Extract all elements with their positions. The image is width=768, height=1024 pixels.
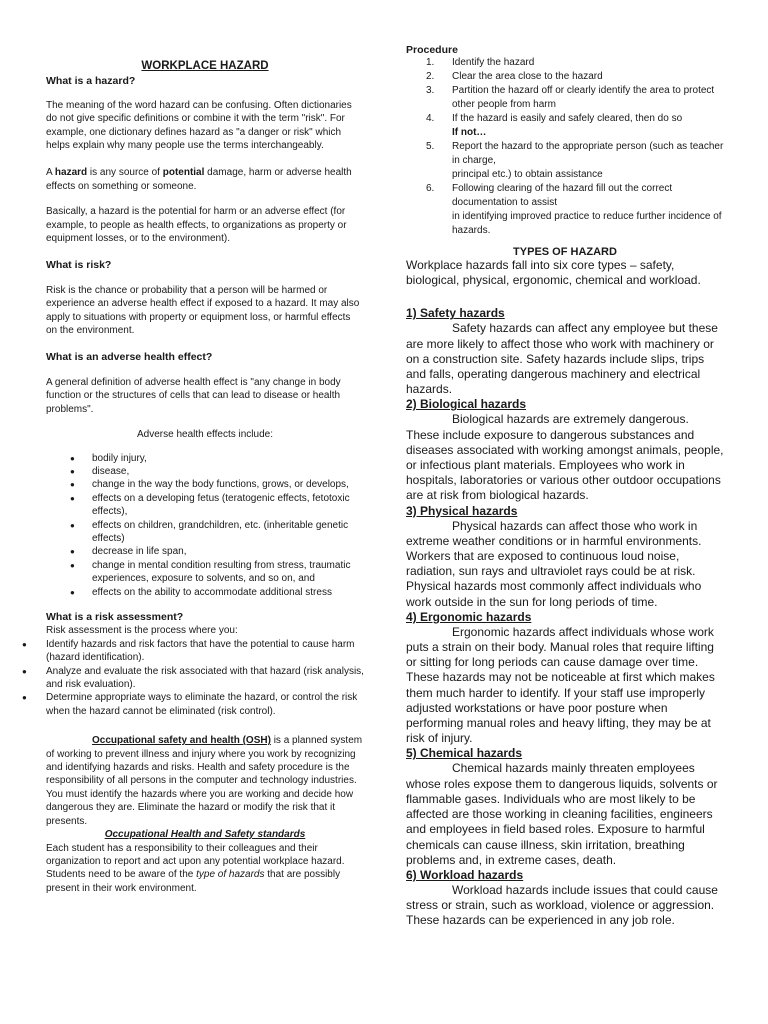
- step-text: Report the hazard to the appropriate person (such as teacher in charge,: [452, 141, 724, 166]
- question-what-is-hazard: What is a hazard?: [46, 75, 136, 88]
- adverse-effects-list: [46, 452, 364, 599]
- list-item: ● change in the way the body functions, grows, or develops,: [46, 478, 364, 491]
- risk-assessment-steps: [46, 638, 364, 718]
- procedure-step: [406, 112, 724, 126]
- step-number: 1.: [426, 57, 435, 68]
- type-of-hazards-term: type of hazards: [196, 869, 265, 881]
- adverse-definition-paragraph: A general definition of adverse health effect is "any change in body function or the structures of cells that can lead to disease or health problems".: [46, 376, 341, 415]
- page-title: WORKPLACE HAZARD: [141, 60, 269, 72]
- step6-continuation: in identifying improved practice to reduce further incidence of hazards.: [452, 211, 722, 236]
- hazard-term: hazard: [54, 167, 88, 179]
- hazard-description: Workload hazards include issues that could cause stress or strain, such as workload, violence or aggression. These hazards can be experienced in any job role.: [406, 882, 718, 928]
- question-what-is-risk: What is risk?: [46, 259, 112, 272]
- list-item: ● bodily injury,: [46, 452, 364, 465]
- step-number: 2.: [426, 71, 435, 82]
- step-number: 4.: [426, 113, 435, 124]
- hazard-sections: [406, 306, 724, 928]
- step-text: Following clearing of the hazard fill out the correct documentation to assist: [452, 183, 673, 208]
- if-not-label: If not…: [452, 127, 487, 138]
- hazard-description: Safety hazards can affect any employee but these are more likely to affect those who work with machinery or on a construction site. Safety hazards include slips, trips and falls, operating dangerous machinery and electrical hazards.: [406, 321, 718, 397]
- list-item: ● Identify hazards and risk factors that have the potential to cause harm (hazard identification).: [46, 638, 364, 665]
- procedure-step: [406, 182, 724, 210]
- step5-continuation: principal etc.) to obtain assistance: [452, 169, 603, 180]
- step-text: Identify the hazard: [452, 57, 535, 68]
- procedure-steps-continued: [406, 140, 724, 168]
- osh-paragraph: Occupational safety and health (OSH) is a planned system of working to prevent illness and injury where you work by recognizing and identifying hazards and risks. Health and safety procedure is the responsibility of all persons in the computer and technology industries. You must identify the hazards where you are working and decide how dangerous they are. Eliminate the hazard or modify the risk that it presents.: [46, 735, 363, 827]
- left-column: [46, 0, 364, 895]
- procedure-title: Procedure: [406, 44, 458, 56]
- step-number: 3.: [426, 85, 435, 96]
- hazard-definition-paragraph: A hazard is any source of potential damage, harm or adverse health effects on something or someone.: [46, 167, 352, 192]
- list-item: ● effects on the ability to accommodate additional stress: [46, 586, 364, 599]
- right-column: [406, 0, 724, 929]
- hazard-description: Biological hazards are extremely dangerous. These include exposure to dangerous substances and diseases associated with working amongst animals, people, or infectious plant materials. Employees who work in hospitals, laboratories or various other outdoor occupations are at risk from biological hazards.: [406, 412, 724, 503]
- osh-term: Occupational safety and health (OSH): [92, 735, 271, 747]
- question-risk-assessment: What is a risk assessment?: [46, 611, 184, 623]
- step-number: 6.: [426, 183, 435, 194]
- risk-paragraph: Risk is the chance or probability that a person will be harmed or experience an adverse health effect if exposed to a hazard. It may also apply to situations with property or equipment loss, or harmful effects on the environment.: [46, 284, 360, 337]
- step-text: Partition the hazard off or clearly identify the area to protect other people from harm: [452, 85, 715, 110]
- list-item: ● effects on children, grandchildren, etc. (inheritable genetic effects): [46, 519, 364, 546]
- hazard-heading: 4) Ergonomic hazards: [406, 609, 532, 624]
- list-item: ● effects on a developing fetus (teratogenic effects, fetotoxic effects),: [46, 492, 364, 519]
- procedure-step: [406, 70, 724, 84]
- risk-assessment-intro: Risk assessment is the process where you:: [46, 625, 238, 637]
- hazard-heading: 2) Biological hazards: [406, 397, 527, 412]
- hazard-heading: 3) Physical hazards: [406, 503, 518, 518]
- procedure-step: [406, 56, 724, 70]
- types-intro-paragraph: Workplace hazards fall into six core types – safety, biological, physical, ergonomic, chemical and workload.: [406, 258, 701, 288]
- question-adverse-health-effect: What is an adverse health effect?: [46, 350, 213, 363]
- student-responsibility-paragraph: Each student has a responsibility to their colleagues and their organization to report and act upon any potential workplace hazard. Students need to be aware of the type of hazards that are possibly present in their work environment.: [46, 842, 345, 894]
- step-number: 5.: [426, 141, 435, 152]
- hazard-heading: 1) Safety hazards: [406, 306, 505, 321]
- step-text: Clear the area close to the hazard: [452, 71, 603, 82]
- step-text: If the hazard is easily and safely cleared, then do so: [452, 113, 683, 124]
- procedure-step: [406, 140, 724, 168]
- procedure-step: [406, 84, 724, 112]
- hazard-heading: 5) Chemical hazards: [406, 746, 523, 761]
- effects-intro: Adverse health effects include:: [136, 429, 273, 441]
- hazard-meaning-paragraph: The meaning of the word hazard can be confusing. Often dictionaries do not give specific definitions or combine it with the term "risk". For example, one dictionary defines hazard as "a danger or risk" which helps explain why many people use the terms interchangeably.: [46, 99, 352, 152]
- types-of-hazard-title: TYPES OF HAZARD: [513, 246, 617, 258]
- hazard-description: Chemical hazards mainly threaten employees whose roles expose them to dangerous liquids, solvents or flammable gases. Individuals who are most likely to be affected are those working in cleaning facilities, engineers and employees in field based roles. Exposure to harmful chemicals can cause illness, skin irritation, breathing problems and, in extreme cases, death.: [406, 761, 718, 867]
- hazard-basically-paragraph: Basically, a hazard is the potential for harm or an adverse effect (for example, to people as health effects, to organizations as property or equipment losses, or to the environment).: [46, 206, 347, 245]
- list-item: ● change in mental condition resulting from stress, traumatic experiences, exposure to solvents, and so on, and: [46, 559, 364, 586]
- hazard-description: Ergonomic hazards affect individuals whose work puts a strain on their body. Manual roles that require lifting or sitting for long periods can cause damage over time. These hazards may not be noticeable at first which makes them much harder to identify. If your staff use improperly adjusted workstations or have poor posture when performing manual roles and heavy lifting, they may be at risk of injury.: [406, 624, 715, 746]
- ohs-standards-title: Occupational Health and Safety standards: [104, 829, 306, 841]
- hazard-heading: 6) Workload hazards: [406, 867, 524, 882]
- list-item: ● Analyze and evaluate the risk associated with that hazard (risk analysis, and risk evaluation).: [46, 665, 364, 692]
- list-item: ● disease,: [46, 465, 364, 478]
- procedure-steps-final: [406, 182, 724, 210]
- procedure-steps: [406, 56, 724, 126]
- hazard-description: Physical hazards can affect those who work in extreme weather conditions or in harmful environments. Workers that are exposed to continuous loud noise, radiation, sun rays and ultraviolet rays could be at risk. Physical hazards most commonly affect individuals who work outside in the sun for long periods of time.: [406, 518, 702, 609]
- list-item: ● Determine appropriate ways to eliminate the hazard, or control the risk when the hazard cannot be eliminated (risk control).: [46, 691, 364, 718]
- list-item: ● decrease in life span,: [46, 545, 364, 558]
- potential-term: potential: [162, 167, 205, 179]
